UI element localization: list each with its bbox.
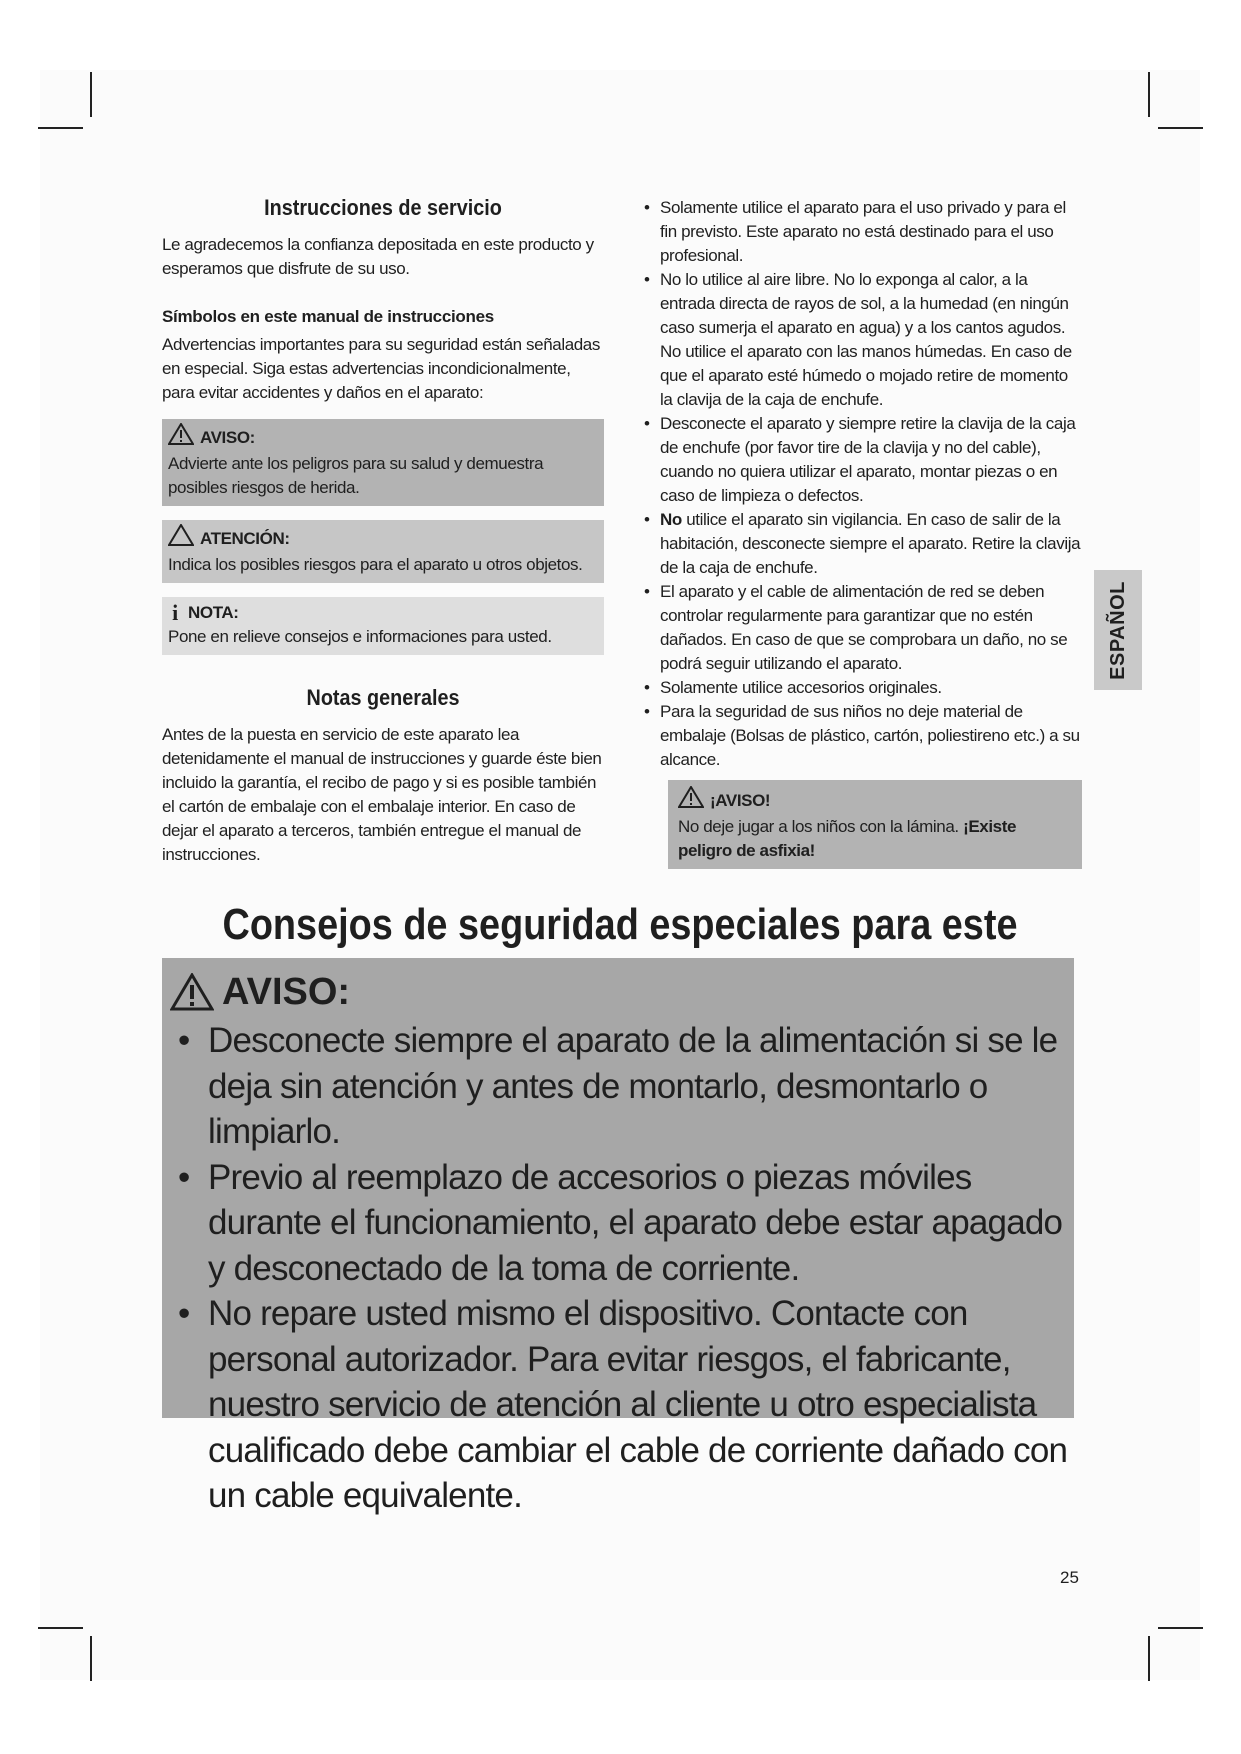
aviso-text: Advierte ante los peligros para su salud y demuestra posibles riesgos de herida. xyxy=(168,454,544,497)
caution-triangle-icon xyxy=(168,524,194,553)
list-item: • El aparato y el cable de alimentación de red se deben controlar regularmente para garantizar que no estén dañados. En caso de que se comprobara un daño, no se podrá seguir utilizando el aparato. xyxy=(644,582,1068,673)
nota-box xyxy=(162,597,604,655)
warning-triangle-icon xyxy=(678,786,704,815)
left-column xyxy=(162,195,604,867)
nota-label: NOTA: xyxy=(188,603,239,622)
child-warning-box xyxy=(668,780,1082,869)
symbols-text: Advertencias importantes para su seguridad están señaladas en especial. Siga estas advertencias incondicionalmente, para evitar accidentes y daños en el aparato: xyxy=(162,335,600,402)
safety-list xyxy=(162,1018,1074,1519)
crop-mark xyxy=(1148,72,1150,117)
list-item: • No lo utilice al aire libre. No lo exponga al calor, a la entrada directa de rayos de sol, a la humedad (en ningún caso sumerja el aparato en agua) y a los cantos agudos. No utilice el aparato con las manos húmedas. En caso de que el aparato esté húmedo o mojado retire de momento la clavija de la caja de enchufe. xyxy=(644,270,1072,409)
list-item: • No utilice el aparato sin vigilancia. En caso de salir de la habitación, desconecte siempre el aparato. Retire la clavija de la caja de enchufe. xyxy=(644,510,1081,577)
aviso-label: AVISO: xyxy=(200,427,255,447)
crop-mark xyxy=(1158,1627,1203,1629)
crop-mark xyxy=(1158,127,1203,129)
safety-warning-box xyxy=(162,958,1074,1515)
list-item: • Solamente utilice accesorios originales. xyxy=(644,678,942,697)
service-instructions-title: Instrucciones de servicio xyxy=(264,195,502,220)
child-warning-label: ¡AVISO! xyxy=(710,790,771,810)
crop-mark xyxy=(38,127,83,129)
nota-text: Pone en relieve consejos e informaciones para usted. xyxy=(168,627,552,646)
atencion-box xyxy=(162,520,604,583)
list-item: • Para la seguridad de sus niños no deje material de embalaje (Bolsas de plástico, cartón, poliestireno etc.) a su alcance. xyxy=(644,702,1080,769)
language-label: ESPAÑOL xyxy=(1106,580,1129,680)
safety-label: AVISO: xyxy=(222,970,351,1013)
list-item: • Previo al reemplazo de accesorios o piezas móviles durante el funcionamiento, el aparato debe estar apagado y desconectado de la toma de corriente. xyxy=(178,1157,1063,1288)
atencion-label: ATENCIÓN: xyxy=(200,528,290,548)
crop-mark xyxy=(38,1627,83,1629)
general-notes-title: Notas generales xyxy=(306,685,460,710)
usage-bullets xyxy=(630,196,1082,772)
language-tab xyxy=(1094,570,1142,690)
intro-text: Le agradecemos la confianza depositada en este producto y esperamos que disfrute de su uso. xyxy=(162,235,594,278)
list-item: • Solamente utilice el aparato para el uso privado y para el fin previsto. Este aparato no está destinado para el uso profesional. xyxy=(644,198,1066,265)
crop-mark xyxy=(1148,1636,1150,1681)
symbols-heading: Símbolos en este manual de instrucciones xyxy=(162,307,494,326)
info-icon: i xyxy=(172,600,178,625)
child-warning-bold: ¡Existe peligro de asfixia! xyxy=(678,817,1017,860)
safety-title: Consejos de seguridad especiales para este xyxy=(222,900,1018,949)
warning-triangle-icon xyxy=(170,973,214,1011)
child-warning-text: No deje jugar a los niños con la lámina. xyxy=(678,817,964,836)
list-item: • Desconecte el aparato y siempre retire la clavija de la caja de enchufe (por favor tire de la clavija y no del cable), cuando no quiera utilizar el aparato, montar piezas o en caso de limpieza o defectos. xyxy=(644,414,1076,505)
general-notes-text: Antes de la puesta en servicio de este aparato lea detenidamente el manual de instrucciones y guarde éste bien incluido la garantía, el recibo de pago y si es posible también el cartón de embalaje con el embalaje interior. En caso de dejar el aparato a terceros, también entregue el manual de instrucciones. xyxy=(162,725,602,864)
aviso-box xyxy=(162,419,604,506)
crop-mark xyxy=(90,72,92,117)
right-column xyxy=(630,196,1082,869)
warning-triangle-icon xyxy=(168,423,194,452)
crop-mark xyxy=(90,1636,92,1681)
page-number: 25 xyxy=(1060,1568,1079,1587)
atencion-text: Indica los posibles riesgos para el aparato u otros objetos. xyxy=(168,555,583,574)
list-item: • No repare usted mismo el dispositivo. Contacte con personal autorizador. Para evitar riesgos, el fabricante, nuestro servicio de atención al cliente u otro especialista cualificado debe cambiar el cable de corriente dañado con un cable equivalente. xyxy=(178,1294,1068,1515)
list-item: • Desconecte siempre el aparato de la alimentación si se le deja sin atención y antes de montarlo, desmontarlo o limpiarlo. xyxy=(178,1021,1058,1151)
